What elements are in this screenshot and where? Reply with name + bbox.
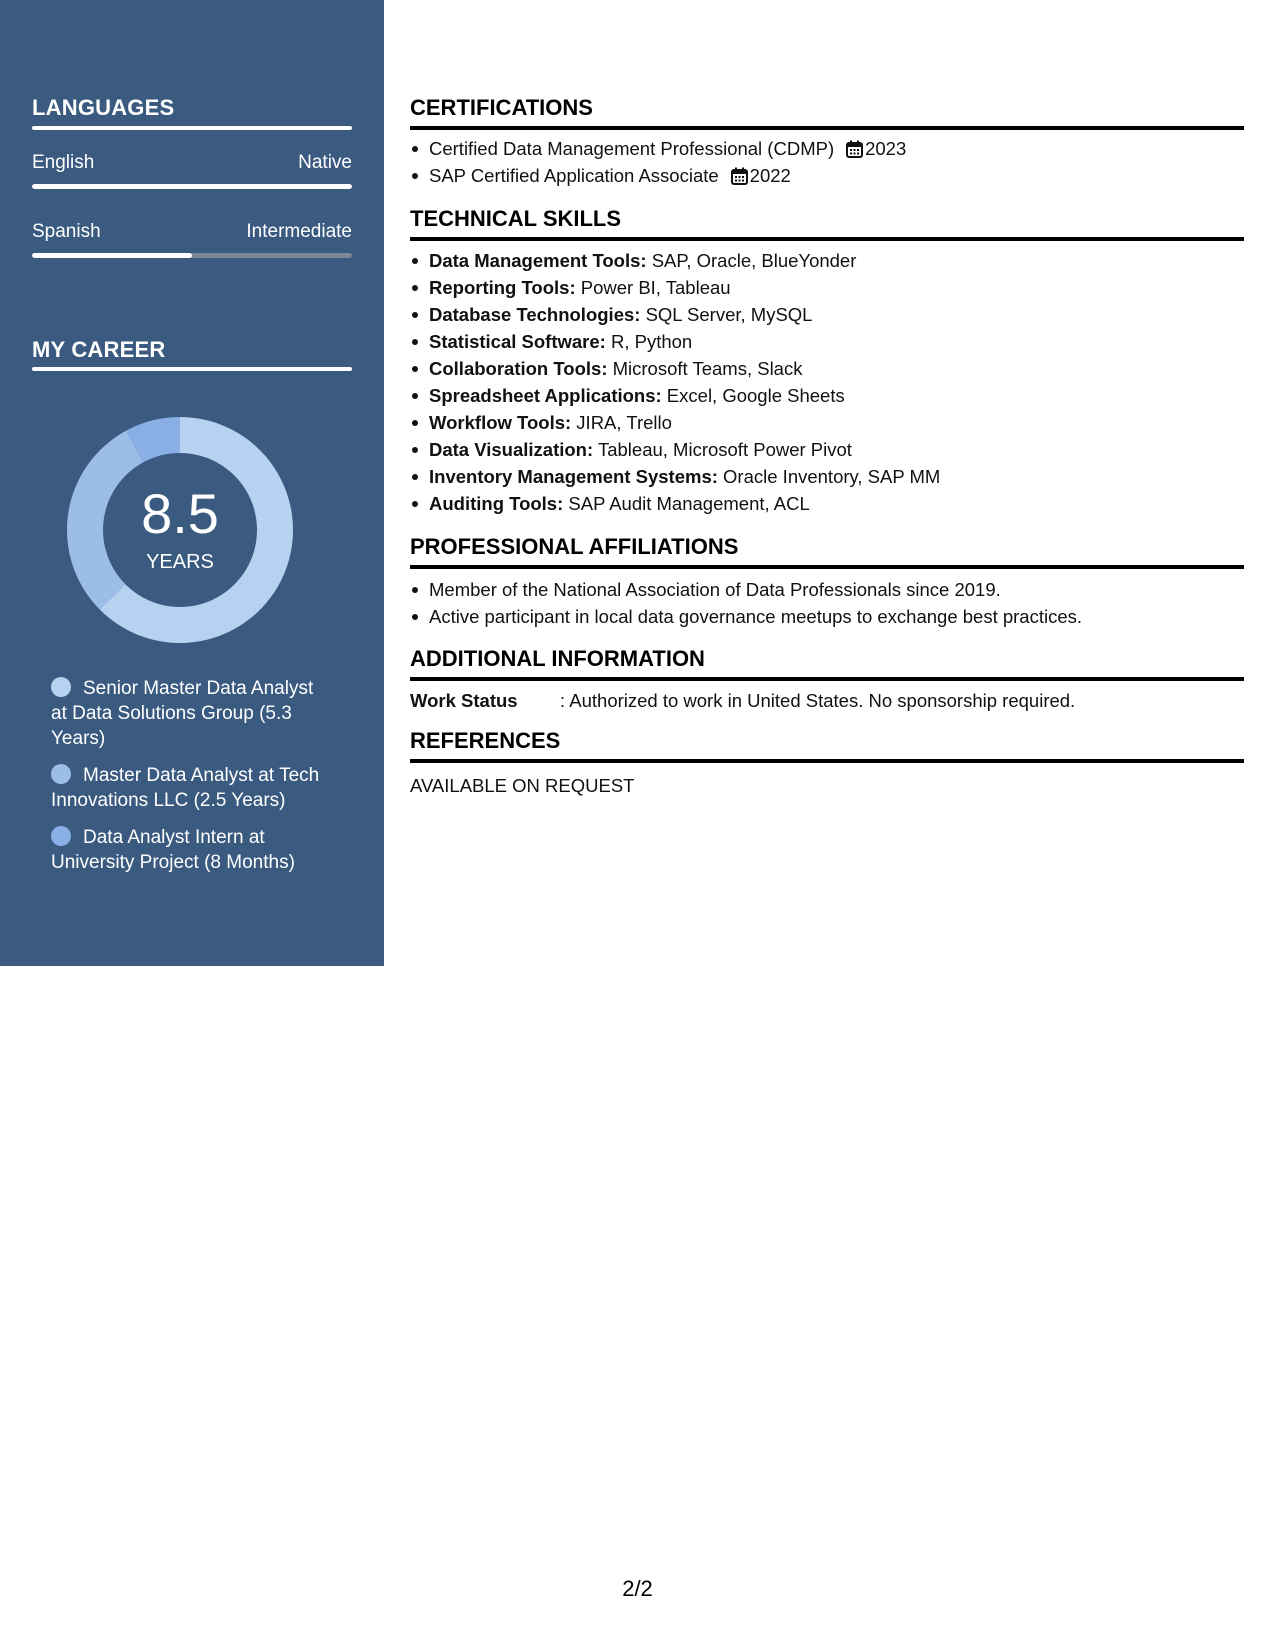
calendar-icon [731,167,748,185]
certifications-list [429,135,1244,189]
certification-name: SAP Certified Application Associate [429,165,719,186]
skill-value: JIRA, Trello [571,412,672,433]
career-total-value: 8.5 [141,482,219,545]
language-bar-spanish [32,253,352,258]
skill-label: Inventory Management Systems: [429,466,718,487]
certifications-rule [410,126,1244,130]
language-row-english [32,152,352,174]
certifications-title: CERTIFICATIONS [410,95,593,120]
work-status-label: Work Status [410,690,518,711]
language-level: Native [298,152,352,173]
career-legend-item [51,825,331,875]
legend-dot-icon [51,677,71,697]
affiliations-list [429,576,1244,630]
additional-rule [410,677,1244,681]
skill-value: Oracle Inventory, SAP MM [717,466,941,487]
references-title: REFERENCES [410,728,561,753]
work-status-value: : Authorized to work in United States. No sponsorship required. [560,690,1076,711]
certification-item [429,162,1244,189]
skills-rule [410,237,1244,241]
language-bar-fill [32,253,192,258]
certification-year: 2022 [749,165,791,186]
skill-label: Auditing Tools: [429,493,564,514]
skill-item [429,274,1244,301]
language-name: Spanish [32,221,101,242]
certification-name: Certified Data Management Professional (CDMP) [429,138,835,159]
certification-year: 2023 [865,138,907,159]
career-legend-label: Senior Master Data Analyst at Data Solutions Group (5.3 Years) [51,678,314,749]
work-status-row [410,687,1244,714]
skill-item [429,463,1244,490]
career-legend [51,676,331,887]
language-bar-english [32,184,352,189]
sidebar [0,0,384,966]
career-legend-item [51,763,331,813]
skill-label: Data Visualization: [429,439,594,460]
affiliation-item: Active participant in local data governance meetups to exchange best practices. [429,603,1244,630]
affiliations-title: PROFESSIONAL AFFILIATIONS [410,534,739,559]
affiliation-item: Member of the National Association of Data Professionals since 2019. [429,576,1244,603]
additional-title: ADDITIONAL INFORMATION [410,646,705,671]
legend-dot-icon [51,826,71,846]
references-rule [410,759,1244,763]
skill-label: Spreadsheet Applications: [429,385,662,406]
skill-item [429,409,1244,436]
skill-label: Reporting Tools: [429,277,576,298]
career-donut-chart [66,416,294,644]
skill-label: Workflow Tools: [429,412,572,433]
legend-dot-icon [51,764,71,784]
skill-value: SAP Audit Management, ACL [563,493,810,514]
skill-label: Collaboration Tools: [429,358,608,379]
skills-list [429,247,1244,517]
skill-item [429,355,1244,382]
skill-value: Tableau, Microsoft Power Pivot [593,439,852,460]
skill-label: Statistical Software: [429,331,606,352]
language-name: English [32,152,95,173]
languages-title: LANGUAGES [32,95,175,120]
skills-title: TECHNICAL SKILLS [410,206,622,231]
calendar-icon [846,140,863,158]
skill-item [429,301,1244,328]
language-row-spanish [32,221,352,243]
skill-value: Excel, Google Sheets [661,385,845,406]
skill-value: R, Python [605,331,693,352]
skill-item [429,490,1244,517]
certification-item [429,135,1244,162]
skill-item [429,328,1244,355]
career-legend-label: Master Data Analyst at Tech Innovations LLC (2.5 Years) [51,765,320,811]
skill-value: SAP, Oracle, BlueYonder [646,250,857,271]
languages-title-rule [32,126,352,130]
career-total-unit: YEARS [146,551,214,573]
page-number: 2/2 [622,1576,653,1601]
affiliations-rule [410,565,1244,569]
references-text: AVAILABLE ON REQUEST [410,775,635,796]
language-bar-fill [32,184,352,189]
skill-item [429,247,1244,274]
career-title: MY CAREER [32,337,166,362]
skill-label: Data Management Tools: [429,250,647,271]
skill-item [429,436,1244,463]
skill-value: Power BI, Tableau [575,277,731,298]
career-legend-item [51,676,331,751]
career-legend-label: Data Analyst Intern at University Project (8 Months) [51,827,295,873]
skill-value: Microsoft Teams, Slack [607,358,803,379]
skill-item [429,382,1244,409]
language-level: Intermediate [246,221,352,242]
skill-value: SQL Server, MySQL [640,304,813,325]
skill-label: Database Technologies: [429,304,641,325]
career-title-rule [32,367,352,371]
